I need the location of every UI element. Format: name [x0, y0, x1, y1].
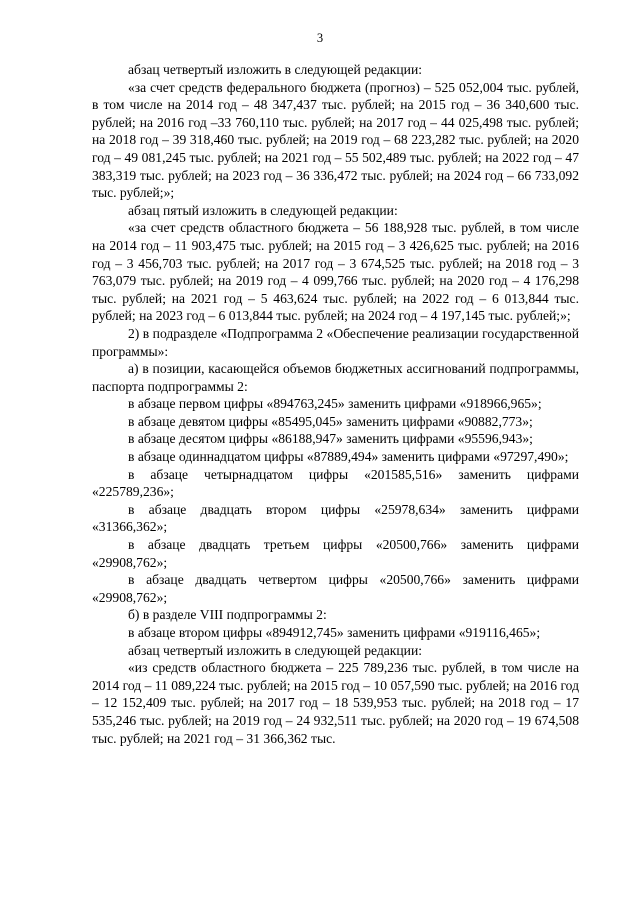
- document-body: [92, 61, 579, 747]
- paragraph-abzac-2: в абзаце втором цифры «894912,745» заменить цифрами «919116,465»;: [128, 625, 541, 640]
- paragraph-abzac-11: в абзаце одиннадцатом цифры «87889,494» заменить цифрами «97297,490»;: [128, 449, 569, 465]
- paragraph-abzac-24: в абзаце двадцать четвертом цифры «20500,766» заменить цифрами «29908,762»;: [92, 572, 579, 605]
- paragraph-abzac-1: в абзаце первом цифры «894763,245» заменить цифрами «918966,965»;: [128, 396, 542, 412]
- paragraph-amend-4th-abzac-intro-2: абзац четвертый изложить в следующей редакции:: [128, 642, 423, 658]
- paragraph-amend-5th-abzac-intro: абзац пятый изложить в следующей редакции:: [128, 202, 398, 218]
- page-number: 3: [316, 31, 324, 45]
- paragraph-regional-budget: «за счет средств областного бюджета – 56 188,928 тыс. рублей, в том числе на 2014 год – 11 903,475 тыс. рублей; на 2015 год – 3 426,625 тыс. рублей; на 2016 год – 3 456,703 тыс. рублей; на 2017 год – 3 674,525 тыс. рублей; на 2018 год – 3 763,079 тыс. рублей; на 2019 год – 4 099,766 тыс. рублей; на 2020 год – 4 176,298 тыс. рублей; на 2021 год – 5 463,624 тыс. рублей; на 2022 год – 6 013,844 тыс. рублей; на 2023 год – 6 013,844 тыс. рублей; на 2024 год – 4 197,145 тыс. рублей;»;: [92, 220, 579, 324]
- paragraph-item-a: а) в позиции, касающейся объемов бюджетных ассигнований подпрограммы, паспорта подпрограммы 2:: [92, 361, 579, 394]
- paragraph-abzac-23: в абзаце двадцать третьем цифры «20500,766» заменить цифрами «29908,762»;: [92, 537, 579, 570]
- paragraph-abzac-10: в абзаце десятом цифры «86188,947» заменить цифрами «95596,943»;: [128, 431, 533, 447]
- paragraph-federal-budget: «за счет средств федерального бюджета (прогноз) – 525 052,004 тыс. рублей, в том числе на 2014 год – 48 347,437 тыс. рублей; на 2015 год – 36 340,600 тыс. рублей; на 2016 год –33 760,110 тыс. рублей; на 2017 год – 44 025,498 тыс. рублей; на 2018 год – 39 318,460 тыс. рублей; на 2019 год – 68 223,282 тыс. рублей; на 2020 год – 49 081,245 тыс. рублей; на 2021 год – 55 502,489 тыс. рублей; на 2022 год – 47 383,319 тыс. рублей; на 2023 год – 36 336,472 тыс. рублей; на 2024 год – 66 733,092 тыс. рублей;»;: [92, 79, 579, 201]
- paragraph-regional-budget-sub2: «из средств областного бюджета – 225 789,236 тыс. рублей, в том числе на 2014 год – 11 089,224 тыс. рублей; на 2015 год – 10 057,590 тыс. рублей; на 2016 год – 12 152,409 тыс. рублей; на 2017 год – 18 539,953 тыс. рублей; на 2018 год – 17 535,246 тыс. рублей; на 2019 год – 24 932,511 тыс. рублей; на 2020 год – 19 674,508 тыс. рублей; на 2021 год – 31 366,362 тыс.: [92, 660, 579, 746]
- paragraph-item-b: б) в разделе VIII подпрограммы 2:: [128, 607, 327, 623]
- paragraph-abzac-14: в абзаце четырнадцатом цифры «201585,516» заменить цифрами «225789,236»;: [92, 466, 579, 500]
- paragraph-subprogram-2-section: 2) в подразделе «Подпрограмма 2 «Обеспечение реализации государственной программы»:: [92, 325, 579, 359]
- paragraph-abzac-22: в абзаце двадцать втором цифры «25978,634» заменить цифрами «31366,362»;: [92, 501, 579, 535]
- paragraph-amend-4th-abzac-intro: абзац четвертый изложить в следующей редакции:: [128, 62, 423, 77]
- paragraph-abzac-9: в абзаце девятом цифры «85495,045» заменить цифрами «90882,773»;: [128, 413, 533, 429]
